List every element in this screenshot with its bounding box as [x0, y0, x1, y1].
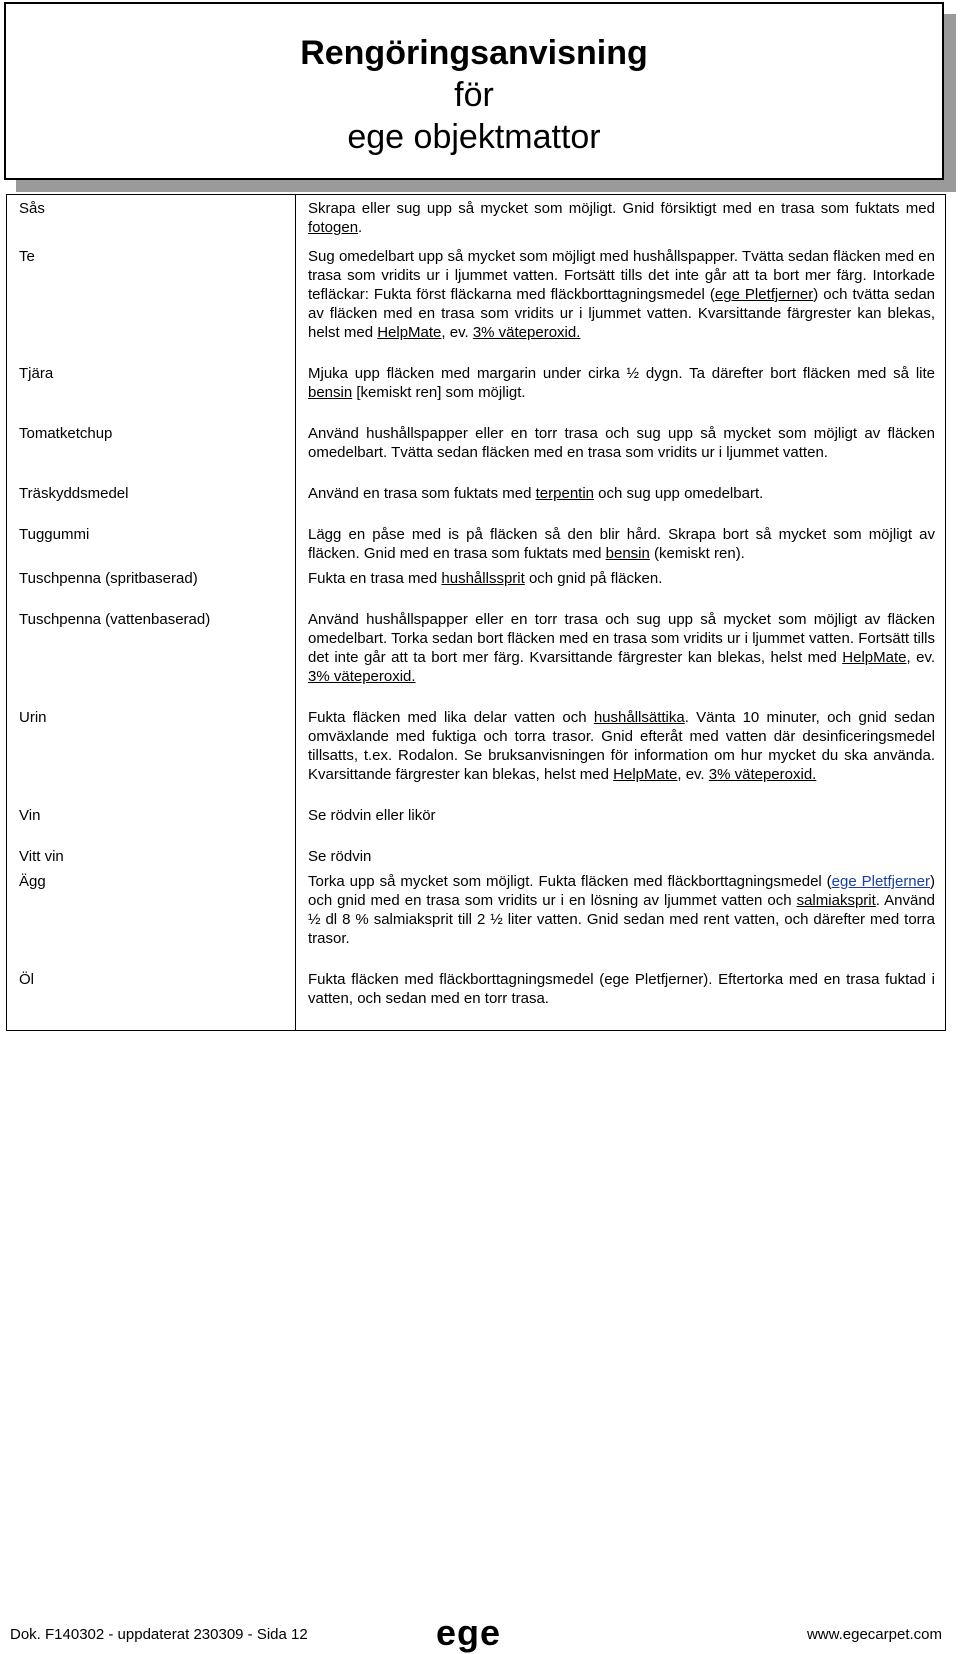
- stain-name: Öl: [7, 966, 296, 1031]
- stain-name: Tomatketchup: [7, 420, 296, 480]
- stain-instructions: [296, 606, 946, 704]
- stain-name: Sås: [7, 195, 296, 244]
- stain-name: Tuschpenna (vattenbaserad): [7, 606, 296, 704]
- stain-name: Tuggummi: [7, 521, 296, 565]
- underlined-term: hushållssprit: [441, 570, 525, 587]
- product-link[interactable]: ege Pletfjerner: [831, 873, 930, 890]
- instruction-text: [kemiskt ren] som möjligt.: [352, 384, 526, 401]
- instruction-text: Se rödvin eller likör: [308, 807, 436, 824]
- instruction-text: Sug omedelbart upp så mycket som möjligt med hushållspapper. Tvätta sedan fläcken med en trasa som vridits ur i ljummet vatten. Fortsätt tills det inte går att ta bort mer färg. Intorkade tefläckar: Fukta först fläckarna med fläckborttagningsmedel (: [308, 248, 935, 303]
- stain-table: [6, 194, 946, 1031]
- stain-instructions: [296, 704, 946, 802]
- instruction-text: Skrapa eller sug upp så mycket som möjligt. Gnid försiktigt med en trasa som fuktats med: [308, 200, 935, 217]
- stain-name: Tuschpenna (spritbaserad): [7, 565, 296, 606]
- stain-instructions: [296, 843, 946, 868]
- instruction-text: , ev.: [441, 324, 473, 341]
- underlined-term: salmiaksprit: [796, 892, 876, 909]
- stain-instructions: [296, 243, 946, 360]
- ege-logo: ege: [436, 1612, 502, 1653]
- instruction-text: (kemiskt ren).: [649, 545, 745, 562]
- underlined-term: HelpMate: [842, 649, 907, 666]
- title-line-2: för: [454, 76, 494, 114]
- table-row: [7, 195, 946, 244]
- instruction-text: Använd en trasa som fuktats med: [308, 485, 536, 502]
- underlined-term: 3% väteperoxid.: [308, 668, 416, 685]
- footer-doc-info: Dok. F140302 - uppdaterat 230309 - Sida 12: [10, 1626, 308, 1643]
- underlined-term: HelpMate: [377, 324, 442, 341]
- stain-instructions: [296, 565, 946, 606]
- stain-instructions: [296, 868, 946, 966]
- instruction-text: och sug upp omedelbart.: [594, 485, 764, 502]
- table-row: [7, 243, 946, 360]
- underlined-term: bensin: [605, 545, 650, 562]
- table-row: [7, 360, 946, 420]
- instruction-text: Torka upp så mycket som möjligt. Fukta fläcken med fläckborttagningsmedel (: [308, 873, 832, 890]
- instruction-text: och gnid på fläcken.: [524, 570, 663, 587]
- table-row: [7, 704, 946, 802]
- stain-instructions: [296, 195, 946, 244]
- stain-name: Träskyddsmedel: [7, 480, 296, 521]
- stain-name: Tjära: [7, 360, 296, 420]
- underlined-term: hushållsättika: [593, 709, 685, 726]
- stain-instructions: [296, 360, 946, 420]
- title-box: [4, 2, 944, 180]
- title-line-3: ege objektmattor: [347, 118, 601, 156]
- table-row: [7, 966, 946, 1031]
- table-row: [7, 606, 946, 704]
- underlined-term: 3% väteperoxid.: [708, 766, 817, 783]
- instruction-text: Fukta en trasa med: [308, 570, 442, 587]
- underlined-term: ege Pletfjerner: [714, 286, 814, 303]
- stain-name: Vin: [7, 802, 296, 843]
- instruction-text: Fukta fläcken med lika delar vatten och: [308, 709, 594, 726]
- instruction-text: ) och tvätta sedan av fläcken med en trasa som vridits ur i ljummet vatten. Kvarsittande färgrester kan blekas, helst med: [308, 286, 936, 341]
- stain-name: Ägg: [7, 868, 296, 966]
- instruction-text: . Vänta 10 minuter, och gnid sedan omväxlande med fuktiga och torra trasor. Gnid efteråt med vatten där desinficeringsmedel tillsatts, t.ex. Rodalon. Se bruksanvisningen för information om hur mycket du ska använda. Kvarsittande färgrester kan blekas, helst med: [308, 709, 935, 783]
- instruction-text: Använd hushållspapper eller en torr trasa och sug upp så mycket som möjligt av fläcken omedelbart. Torka sedan bort fläcken med en trasa som vridits ur i ljummet vatten. Fortsätt tills det inte går att ta bort mer färg. Kvarsittande färgrester kan blekas, helst med: [308, 611, 935, 666]
- instruction-text: . Använd ½ dl 8 % salmiaksprit till 2 ½ liter vatten. Gnid sedan med rent vatten, och därefter med torra trasor.: [308, 892, 935, 947]
- instruction-text: .: [358, 219, 363, 236]
- stain-instructions: [296, 420, 946, 480]
- stain-instructions: [296, 802, 946, 843]
- table-row: [7, 480, 946, 521]
- underlined-term: fotogen: [308, 219, 359, 236]
- table-row: [7, 420, 946, 480]
- stain-instructions: [296, 521, 946, 565]
- instruction-text: Fukta fläcken med fläckborttagningsmedel (ege Pletfjerner). Eftertorka med en trasa fuktad i vatten, och sedan med en torr trasa.: [308, 971, 935, 1007]
- instruction-text: Använd hushållspapper eller en torr trasa och sug upp så mycket som möjligt av fläcken omedelbart. Tvätta sedan fläcken med en trasa som vridits ur i ljummet vatten.: [308, 425, 935, 461]
- title-line-1: Rengöringsanvisning: [300, 34, 648, 72]
- instruction-text: , ev.: [677, 766, 709, 783]
- instruction-text: Lägg en påse med is på fläcken så den blir hård. Skrapa bort så mycket som möjligt av fläcken. Gnid med en trasa som fuktats med: [308, 526, 935, 562]
- instruction-text: Mjuka upp fläcken med margarin under cirka ½ dygn. Ta därefter bort fläcken med så lite: [308, 365, 935, 382]
- underlined-term: bensin: [308, 384, 353, 401]
- instruction-text: ) och gnid med en trasa som vridits ur i en lösning av ljummet vatten och: [308, 873, 935, 909]
- stain-instructions: [296, 480, 946, 521]
- table-row: [7, 802, 946, 843]
- stain-instructions: [296, 966, 946, 1031]
- instruction-text: Se rödvin: [308, 848, 372, 865]
- instruction-text: , ev.: [906, 649, 935, 666]
- underlined-term: 3% väteperoxid.: [472, 324, 581, 341]
- table-row: [7, 868, 946, 966]
- table-row: [7, 565, 946, 606]
- footer-url: www.egecarpet.com: [806, 1626, 942, 1643]
- footer: [0, 1612, 960, 1653]
- underlined-term: terpentin: [535, 485, 594, 502]
- table-row: [7, 843, 946, 868]
- table-row: [7, 521, 946, 565]
- underlined-term: HelpMate: [613, 766, 678, 783]
- stain-name: Te: [7, 243, 296, 360]
- stain-name: Urin: [7, 704, 296, 802]
- stain-name: Vitt vin: [7, 843, 296, 868]
- stain-table-body: [7, 195, 946, 1031]
